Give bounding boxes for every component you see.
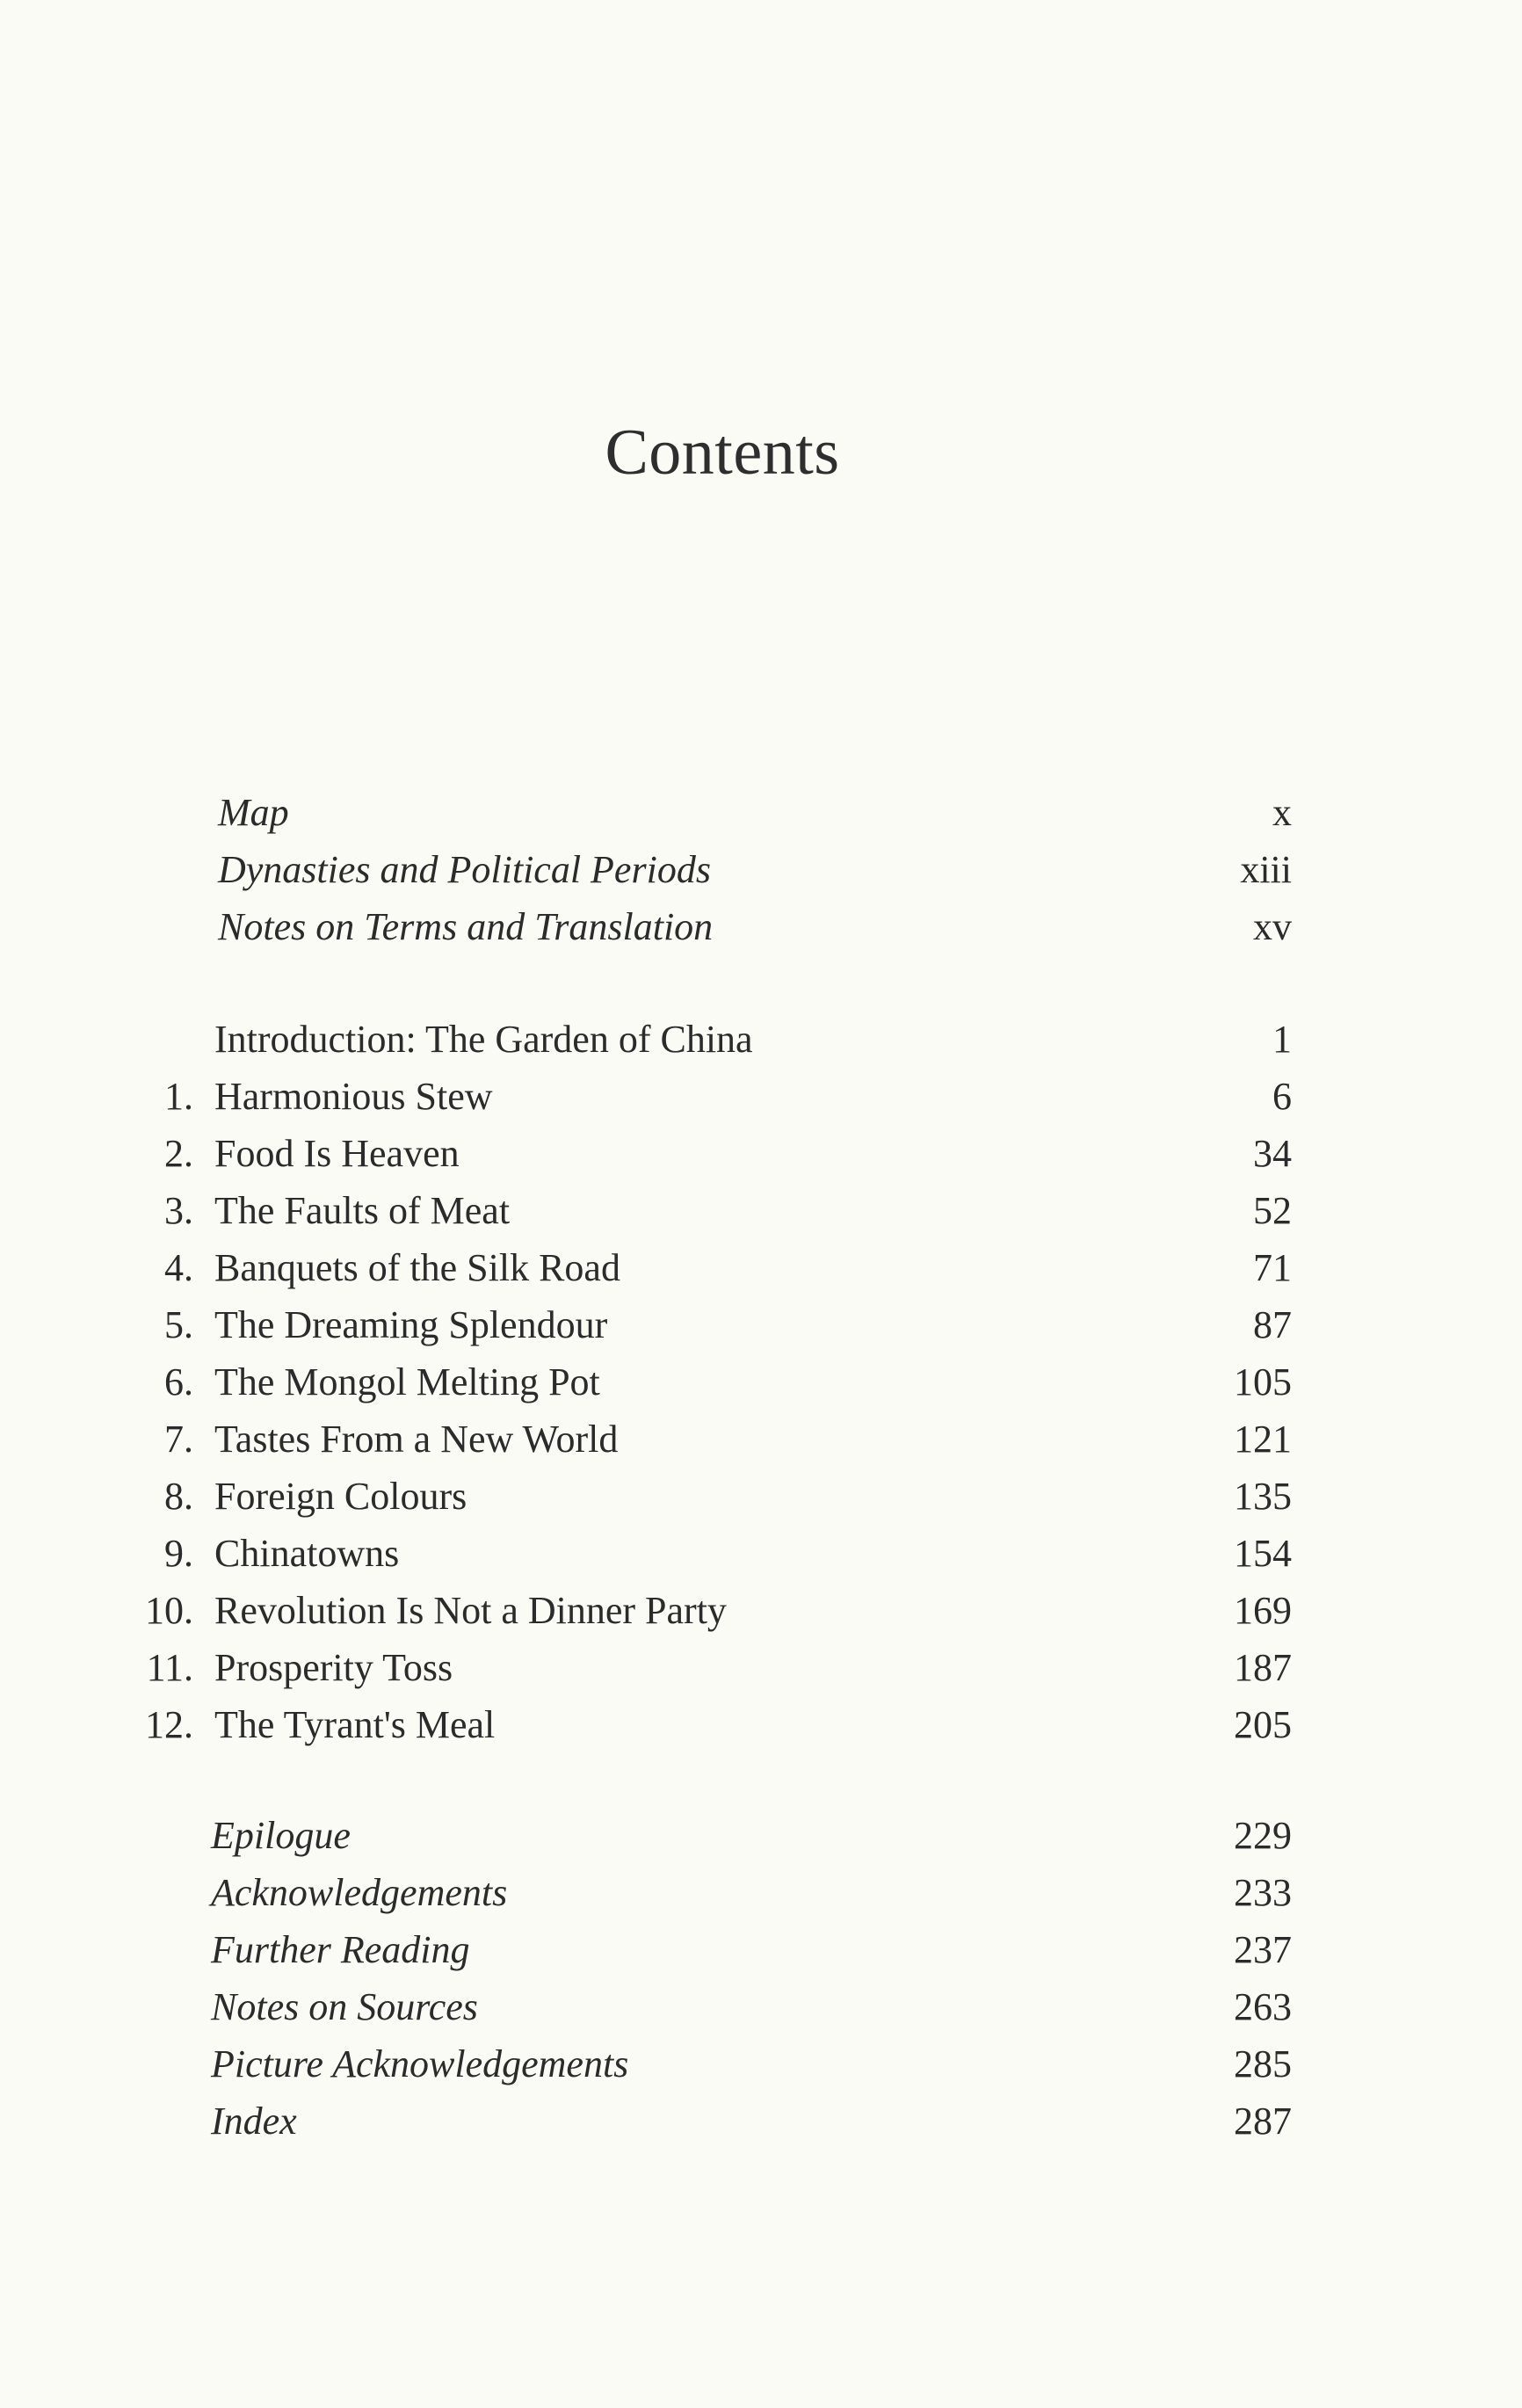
toc-entry-label: The Tyrant's Meal — [214, 1703, 496, 1746]
toc-entry-label: Dynasties and Political Periods — [218, 848, 711, 891]
chapter-number: 8. — [164, 1475, 193, 1518]
toc-entry — [0, 1807, 1522, 1864]
toc-entry-page: 135 — [1234, 1475, 1292, 1518]
toc-entry — [0, 784, 1522, 841]
chapter-number: 4. — [164, 1246, 193, 1289]
chapter-number: 11. — [146, 1646, 193, 1689]
front-matter-list — [0, 784, 1522, 955]
toc-entry — [0, 1411, 1522, 1468]
toc-entry — [0, 1582, 1522, 1639]
toc-entry-label: The Mongol Melting Pot — [214, 1360, 600, 1403]
toc-entry — [0, 841, 1522, 898]
toc-entry-page: x — [1272, 791, 1292, 834]
toc-entry — [0, 1978, 1522, 2035]
toc-entry-page: xiii — [1240, 848, 1292, 891]
toc-entry-page: 285 — [1234, 2042, 1292, 2085]
chapter-list — [0, 1011, 1522, 1753]
chapter-number: 3. — [164, 1189, 193, 1232]
toc-entry — [0, 1011, 1522, 1068]
toc-entry — [0, 1296, 1522, 1353]
toc-entry-page: 105 — [1234, 1360, 1292, 1403]
toc-entry-label: Revolution Is Not a Dinner Party — [214, 1589, 727, 1632]
toc-entry-page: 121 — [1234, 1418, 1292, 1461]
page-title: Contents — [605, 417, 840, 489]
toc-entry-page: 263 — [1234, 1985, 1292, 2028]
toc-entry-page: 34 — [1253, 1132, 1292, 1175]
toc-entry-label: Index — [211, 2100, 297, 2143]
toc-entry-page: 229 — [1234, 1814, 1292, 1857]
toc-entry-label: Acknowledgements — [211, 1871, 508, 1914]
back-matter-list — [0, 1807, 1522, 2150]
chapter-number: 6. — [164, 1360, 193, 1403]
chapter-number: 5. — [164, 1303, 193, 1346]
toc-entry — [0, 1639, 1522, 1696]
toc-entry-label: Notes on Terms and Translation — [218, 905, 714, 948]
toc-entry — [0, 1468, 1522, 1525]
toc-entry-label: Tastes From a New World — [214, 1418, 619, 1461]
chapter-number: 1. — [164, 1075, 193, 1118]
toc-entry — [0, 1921, 1522, 1978]
toc-entry-label: Foreign Colours — [214, 1475, 467, 1518]
toc-entry-label: Chinatowns — [214, 1532, 400, 1575]
toc-entry-label: Food Is Heaven — [214, 1132, 460, 1175]
toc-entry-page: 237 — [1234, 1928, 1292, 1971]
chapter-number: 12. — [145, 1703, 193, 1746]
toc-entry-label: Notes on Sources — [211, 1985, 478, 2028]
toc-entry-page: 169 — [1234, 1589, 1292, 1632]
toc-entry-page: 233 — [1234, 1871, 1292, 1914]
toc-entry-page: 187 — [1234, 1646, 1292, 1689]
toc-entry — [0, 898, 1522, 955]
toc-entry — [0, 1525, 1522, 1582]
toc-entry-page: 1 — [1272, 1018, 1292, 1061]
toc-entry-label: Epilogue — [211, 1814, 351, 1857]
toc-entry-label: Banquets of the Silk Road — [214, 1246, 620, 1289]
toc-entry — [0, 1068, 1522, 1125]
toc-entry-page: 287 — [1234, 2100, 1292, 2143]
toc-entry — [0, 1239, 1522, 1296]
toc-entry-label: The Faults of Meat — [214, 1189, 511, 1232]
toc-entry — [0, 1353, 1522, 1411]
toc-entry-label: Picture Acknowledgements — [211, 2042, 629, 2085]
toc-entry — [0, 1696, 1522, 1753]
toc-entry-page: 52 — [1253, 1189, 1292, 1232]
toc-entry-page: 87 — [1253, 1303, 1292, 1346]
toc-entry — [0, 2035, 1522, 2092]
toc-entry-page: 154 — [1234, 1532, 1292, 1575]
chapter-number: 10. — [145, 1589, 193, 1632]
toc-entry-page: 205 — [1234, 1703, 1292, 1746]
toc-entry-label: Map — [218, 791, 289, 834]
toc-entry-label: Harmonious Stew — [214, 1075, 493, 1118]
toc-entry-label: Prosperity Toss — [214, 1646, 453, 1689]
toc-entry-label: Further Reading — [211, 1928, 470, 1971]
chapter-number: 7. — [164, 1418, 193, 1461]
toc-entry — [0, 1125, 1522, 1182]
toc-entry-page: 71 — [1253, 1246, 1292, 1289]
toc-entry-page: xv — [1253, 905, 1292, 948]
chapter-number: 9. — [164, 1532, 193, 1575]
toc-entry-label: The Dreaming Splendour — [214, 1303, 608, 1346]
chapter-number: 2. — [164, 1132, 193, 1175]
toc-entry-label: Introduction: The Garden of China — [214, 1018, 753, 1061]
toc-entry-page: 6 — [1272, 1075, 1292, 1118]
toc-entry — [0, 1864, 1522, 1921]
toc-entry — [0, 1182, 1522, 1239]
toc-entry — [0, 2092, 1522, 2150]
